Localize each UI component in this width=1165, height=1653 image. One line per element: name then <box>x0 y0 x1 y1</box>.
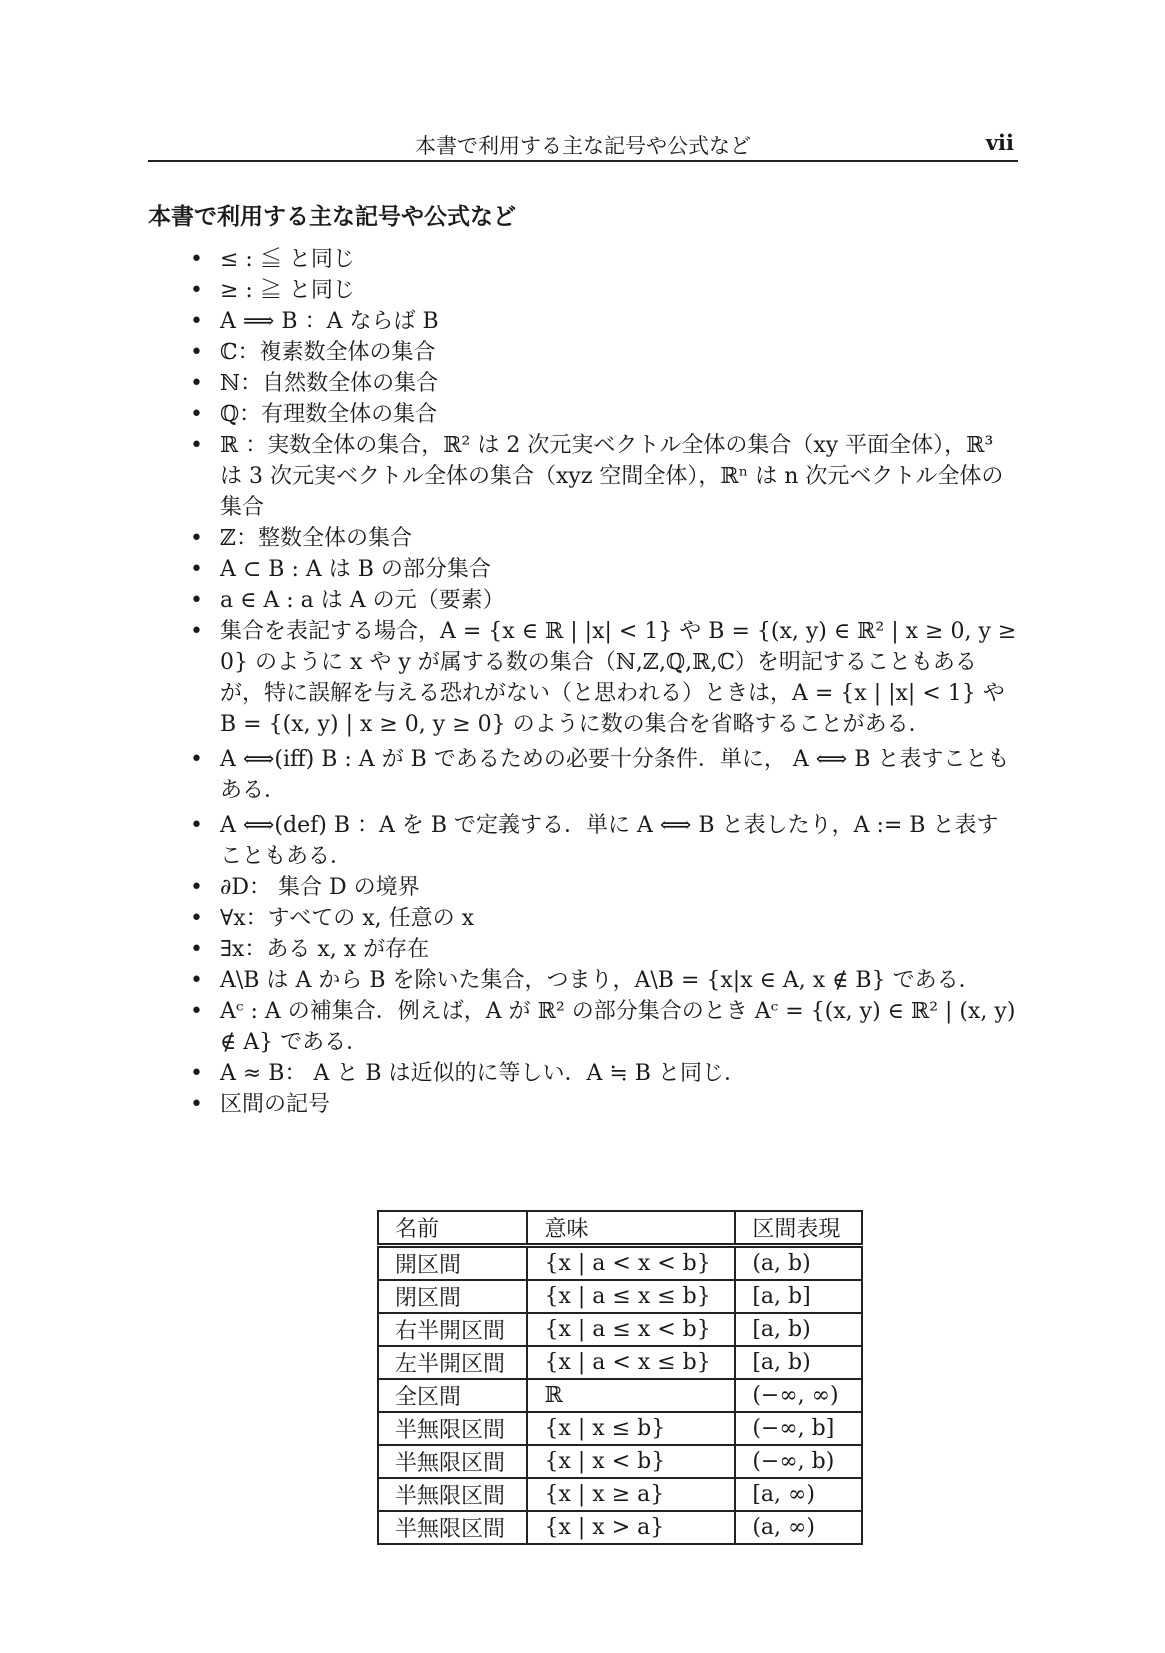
cell-notation: (−∞, ∞) <box>735 1379 862 1412</box>
table-row <box>378 1445 862 1478</box>
list-item-text: ℚ：有理数全体の集合 <box>220 402 438 427</box>
bullet-icon: • <box>190 278 203 303</box>
running-header <box>148 128 1018 162</box>
list-item-text: A ⟺(def) B ：A を B で定義する．単に A ⟺ B と表したり，A := B と表すこともある． <box>220 813 999 869</box>
cell-meaning: {x | a ≤ x ≤ b} <box>527 1280 735 1313</box>
list-item-text: ℕ：自然数全体の集合 <box>220 371 439 396</box>
cell-notation: [a, ∞) <box>735 1478 862 1511</box>
bullet-icon: • <box>190 340 203 365</box>
cell-meaning: {x | a < x < b} <box>527 1246 735 1281</box>
list-item <box>190 934 1020 965</box>
bullet-icon: • <box>190 1061 203 1086</box>
table-row <box>378 1280 862 1313</box>
cell-notation: [a, b] <box>735 1280 862 1313</box>
list-item-text: ≤ : ≦ と同じ <box>220 247 355 272</box>
cell-meaning: {x | a ≤ x < b} <box>527 1313 735 1346</box>
cell-notation: [a, b) <box>735 1346 862 1379</box>
list-item <box>190 554 1020 585</box>
bullet-icon: • <box>190 309 203 334</box>
list-item <box>190 306 1020 337</box>
bullet-icon: • <box>190 371 203 396</box>
section-title: 本書で利用する主な記号や公式など <box>148 204 516 230</box>
list-item <box>190 244 1020 275</box>
list-item <box>190 903 1020 934</box>
cell-meaning: {x | a < x ≤ b} <box>527 1346 735 1379</box>
column-header-notation: 区間表現 <box>735 1211 862 1246</box>
cell-name: 全区間 <box>378 1379 527 1412</box>
bullet-icon: • <box>190 906 203 931</box>
list-item <box>190 368 1020 399</box>
list-item-text: a ∈ A : a は A の元（要素） <box>220 588 505 613</box>
cell-meaning: {x | x ≥ a} <box>527 1478 735 1511</box>
bullet-icon: • <box>190 433 203 458</box>
bullet-icon: • <box>190 588 203 613</box>
list-item-text: A ⊂ B : A は B の部分集合 <box>220 557 491 582</box>
bullet-icon: • <box>190 747 203 772</box>
list-item <box>190 616 1020 740</box>
table-row <box>378 1511 862 1544</box>
cell-notation: (−∞, b] <box>735 1412 862 1445</box>
list-item <box>190 585 1020 616</box>
list-item <box>190 1058 1020 1089</box>
list-item <box>190 965 1020 996</box>
cell-meaning: {x | x > a} <box>527 1511 735 1544</box>
bullet-icon: • <box>190 1092 203 1117</box>
table-header-row <box>378 1211 862 1246</box>
column-header-name: 名前 <box>378 1211 527 1246</box>
cell-name: 閉区間 <box>378 1280 527 1313</box>
table-row <box>378 1246 862 1281</box>
cell-notation: (a, ∞) <box>735 1511 862 1544</box>
cell-name: 半無限区間 <box>378 1445 527 1478</box>
cell-name: 半無限区間 <box>378 1412 527 1445</box>
bullet-icon: • <box>190 968 203 993</box>
table-row <box>378 1478 862 1511</box>
table-row <box>378 1379 862 1412</box>
bullet-icon: • <box>190 937 203 962</box>
list-item-text: A\B は A から B を除いた集合，つまり，A\B = {x|x ∈ A, x ∉ B} である． <box>220 968 981 993</box>
cell-meaning: {x | x ≤ b} <box>527 1412 735 1445</box>
list-item <box>190 275 1020 306</box>
list-item <box>190 872 1020 903</box>
list-item-text: ℤ：整数全体の集合 <box>220 526 413 551</box>
list-item <box>190 399 1020 430</box>
column-header-meaning: 意味 <box>527 1211 735 1246</box>
list-item-text: ≥ : ≧ と同じ <box>220 278 355 303</box>
bullet-icon: • <box>190 999 203 1024</box>
list-item <box>190 523 1020 554</box>
list-item-text: ℝ ：実数全体の集合，ℝ² は 2 次元実ベクトル全体の集合（xy 平面全体），ℝ³ は 3 次元実ベクトル全体の集合（xyz 空間全体），ℝⁿ は n 次元ベクトル全体の集合 <box>220 433 1004 520</box>
page-number: vii <box>985 130 1014 155</box>
cell-meaning: ℝ <box>527 1379 735 1412</box>
cell-name: 半無限区間 <box>378 1478 527 1511</box>
cell-notation: [a, b) <box>735 1313 862 1346</box>
cell-name: 半無限区間 <box>378 1511 527 1544</box>
bullet-icon: • <box>190 619 203 644</box>
list-item-text: Aᶜ : A の補集合．例えば，A が ℝ² の部分集合のとき Aᶜ = {(x, y) ∈ ℝ² | (x, y) ∉ A} である． <box>220 999 1016 1055</box>
list-item-text: ∀x：すべての x, 任意の x <box>220 906 475 931</box>
list-item <box>190 810 1020 872</box>
list-item-text: A ≈ B： A と B は近似的に等しい．A ≒ B と同じ． <box>220 1061 746 1086</box>
bullet-icon: • <box>190 402 203 427</box>
list-item <box>190 996 1020 1058</box>
cell-name: 左半開区間 <box>378 1346 527 1379</box>
table-row <box>378 1313 862 1346</box>
list-item-text: ∂D： 集合 D の境界 <box>220 875 420 900</box>
table-body <box>378 1246 862 1545</box>
list-item-text: 集合を表記する場合，A = {x ∈ ℝ | |x| < 1} や B = {(x, y) ∈ ℝ² | x ≥ 0, y ≥ 0} のように x や y が属する数の集合（ℕ,ℤ,ℚ,ℝ,ℂ）を明記することもあるが，特に誤解を与える恐れがない（と思われる）ときは，A = {x | |x| < 1} や B = {(x, y) | x ≥ 0, y ≥ 0} のように数の集合を省略することがある． <box>220 619 1017 737</box>
list-item-text: A ⟺(iff) B : A が B であるための必要十分条件．単に， A ⟺ B と表すこともある． <box>220 747 1010 803</box>
cell-name: 開区間 <box>378 1246 527 1281</box>
cell-notation: (a, b) <box>735 1246 862 1281</box>
table-row <box>378 1346 862 1379</box>
list-item <box>190 337 1020 368</box>
cell-name: 右半開区間 <box>378 1313 527 1346</box>
list-item <box>190 430 1020 523</box>
table-row <box>378 1412 862 1445</box>
list-item-text: A ⟹ B ：A ならば B <box>220 309 439 334</box>
list-item-text: ∃x：ある x, x が存在 <box>220 937 430 962</box>
list-item <box>190 744 1020 806</box>
cell-meaning: {x | x < b} <box>527 1445 735 1478</box>
list-item <box>190 1089 1020 1120</box>
bullet-icon: • <box>190 247 203 272</box>
bullet-icon: • <box>190 813 203 838</box>
list-item-text: ℂ：複素数全体の集合 <box>220 340 436 365</box>
bullet-icon: • <box>190 875 203 900</box>
cell-notation: (−∞, b) <box>735 1445 862 1478</box>
running-title: 本書で利用する主な記号や公式など <box>415 134 751 158</box>
list-item-text: 区間の記号 <box>220 1092 331 1117</box>
interval-notation-table <box>377 1210 863 1545</box>
bullet-icon: • <box>190 526 203 551</box>
symbol-list <box>190 244 1020 1120</box>
bullet-icon: • <box>190 557 203 582</box>
